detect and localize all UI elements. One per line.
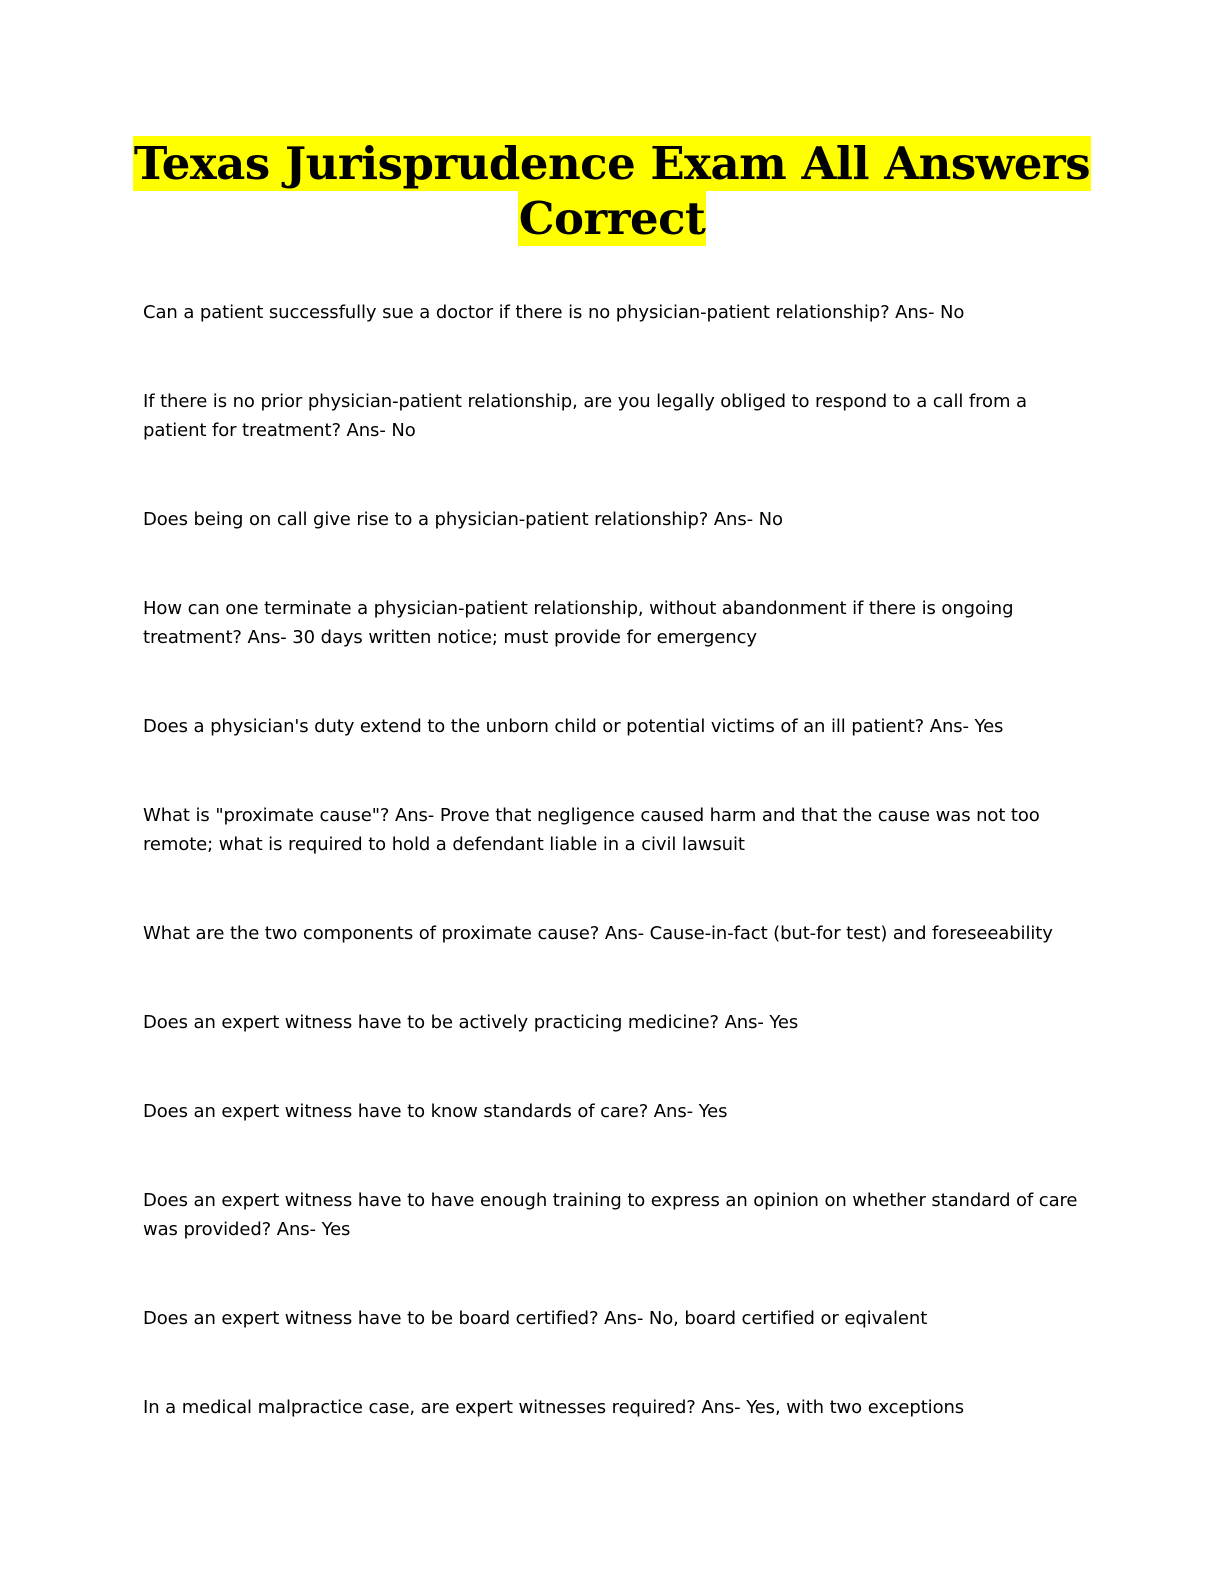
qa-item: What is "proximate cause"? Ans- Prove that negligence caused harm and that the cause was not too remote; what is required to hold a defendant liable in a civil lawsuit bbox=[143, 805, 1040, 855]
qa-item: How can one terminate a physician-patient relationship, without abandonment if there is ongoing treatment? Ans- 30 days written notice; must provide for emergency bbox=[143, 598, 1014, 648]
qa-item: Does an expert witness have to know standards of care? Ans- Yes bbox=[143, 1101, 728, 1122]
qa-item: Does being on call give rise to a physician-patient relationship? Ans- No bbox=[143, 509, 783, 530]
qa-item: In a medical malpractice case, are expert witnesses required? Ans- Yes, with two exceptions bbox=[143, 1397, 965, 1418]
title-line-2: Correct bbox=[518, 192, 706, 245]
qa-item: If there is no prior physician-patient relationship, are you legally obliged to respond to a call from a patient for treatment? Ans- No bbox=[143, 391, 1027, 441]
qa-item: Can a patient successfully sue a doctor if there is no physician-patient relationship? Ans- No bbox=[143, 302, 965, 323]
qa-item: What are the two components of proximate cause? Ans- Cause-in-fact (but-for test) and foreseeability bbox=[143, 923, 1053, 944]
qa-item: Does an expert witness have to be board certified? Ans- No, board certified or eqivalent bbox=[143, 1308, 928, 1329]
document-title bbox=[0, 136, 1224, 246]
qa-item: Does an expert witness have to have enough training to express an opinion on whether standard of care was provided? Ans- Yes bbox=[143, 1190, 1078, 1240]
qa-item: Does an expert witness have to be actively practicing medicine? Ans- Yes bbox=[143, 1012, 799, 1033]
qa-item: Does a physician's duty extend to the unborn child or potential victims of an ill patient? Ans- Yes bbox=[143, 716, 1004, 737]
title-line-1: Texas Jurisprudence Exam All Answers bbox=[133, 137, 1091, 190]
